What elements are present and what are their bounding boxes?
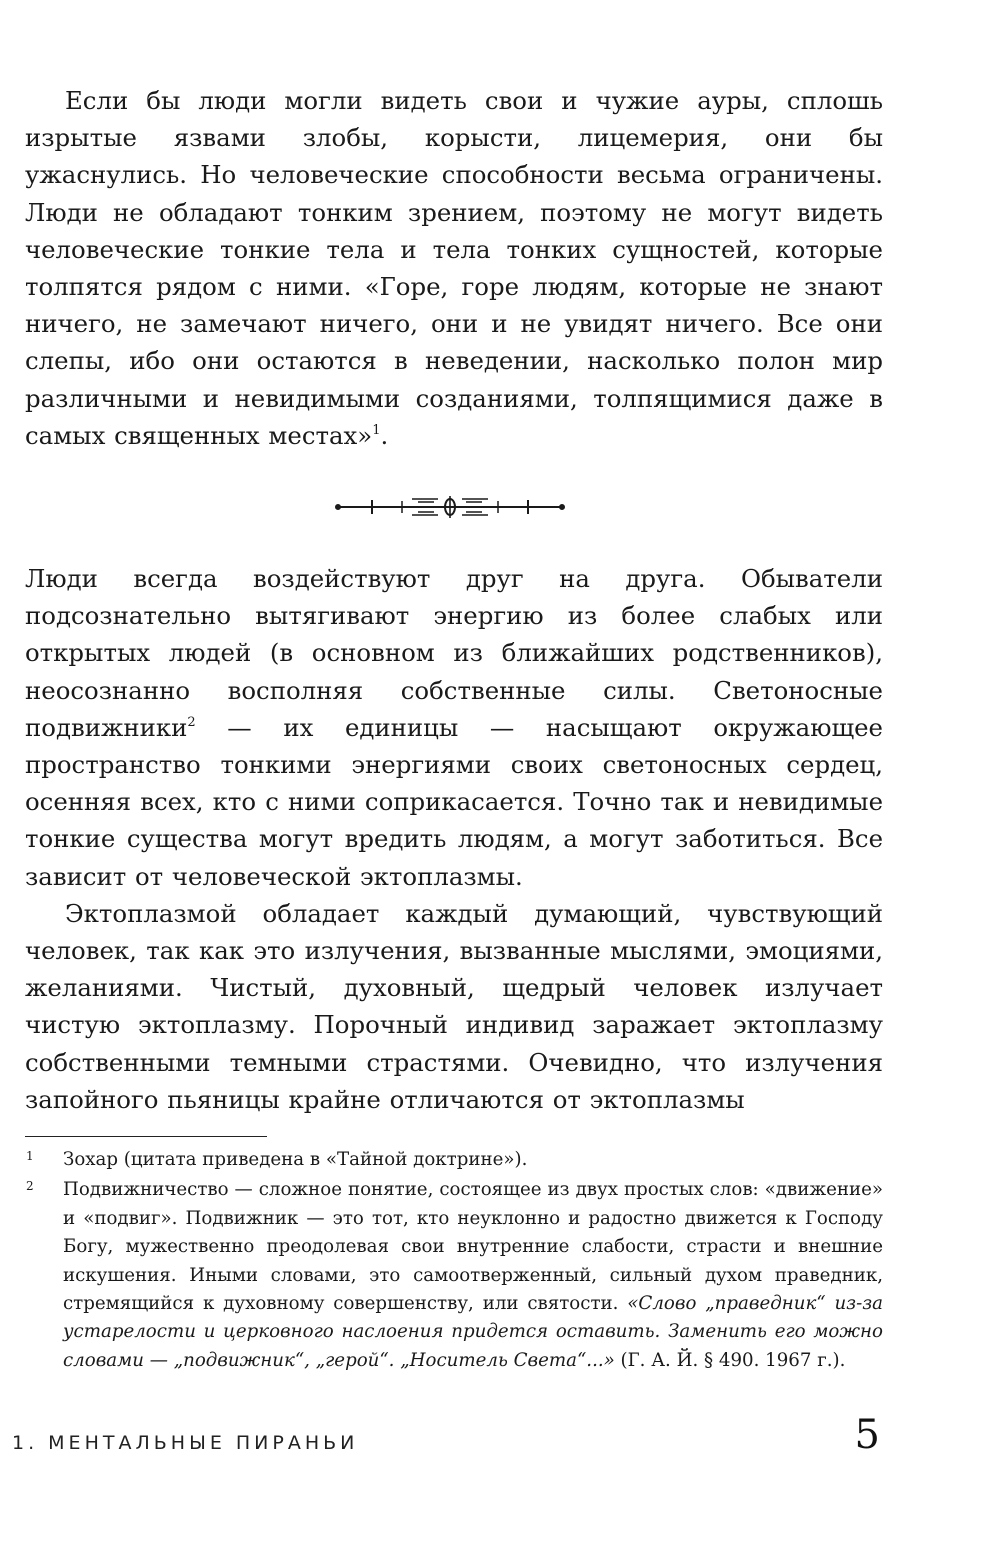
paragraph: Если бы люди могли видеть свои и чужие ауры, сплошь изрытые язвами злобы, корысти, лицемерия, они бы ужаснулись. Но человеческие способности весьма ограничены. Люди не обладают тонким зрением, поэтому не могут видеть человеческие тонкие тела и тела тонких сущностей, которые толпятся рядом с ними. «Горе, горе людям, которые не знают ничего, не замечают ничего, они и не увидят ничего. Все они слепы, ибо они остаются в неведении, насколько полон мир различными и невидимыми созданиями, толпящимися даже в самых священных местах»$^1$.: [25, 86, 883, 450]
running-head: 1. МЕНТАЛЬНЫЕ ПИРАНЬИ: [12, 1432, 359, 1454]
text-block-main: [25, 560, 883, 1118]
footnote-2: [25, 1176, 883, 1375]
footnote-number: 2: [26, 1179, 34, 1194]
paragraph: Эктоплазмой обладает каждый думающий, чувствующий человек, так как это излучения, вызванные мыслями, эмоциями, желаниями. Чистый, духовный, щедрый человек излучает чистую эктоплазму. Порочный индивид заражает эктоплазму собственными темными страстями. Очевидно, что излучения запойного пьяницы крайне отличаются от эктоплазмы: [25, 898, 883, 1114]
footnote-ref-1[interactable]: 1: [372, 422, 381, 438]
text-block-top: [25, 82, 883, 454]
footnote-text: Подвижничество — сложное понятие, состоящее из двух простых слов: «движение» и «подвиг». Подвижник — это тот, кто неуклонно и радостно движется к Господу Богу, мужественно преодолевая свои внутренние слабости, страсти и внешние искушения. Иными словами, это самоотверженный, сильный духом праведник, стремящийся к духовному совершенству, или святости.: [63, 1179, 883, 1315]
footnote-divider: [25, 1136, 267, 1137]
page-number: 5: [854, 1412, 880, 1458]
footnote-source: (Г. А. Й. § 490. 1967 г.).: [614, 1349, 846, 1371]
footnote-quote: «Слово „праведник“ из-за устарелости и церковного наслоения придется оставить. Заменить его можно словами — „подвижник“, „герой“. „Носитель Света“...»: [63, 1293, 883, 1371]
footnote-text: Зохар (цитата приведена в «Тайной доктрине»).: [63, 1149, 528, 1170]
section-divider-ornament: [330, 494, 570, 520]
footnote-number: 1: [26, 1149, 34, 1163]
footnotes: [25, 1146, 883, 1375]
footnote-ref-2[interactable]: 2: [187, 714, 196, 730]
footnote-1: [25, 1146, 883, 1174]
paragraph: Люди всегда воздействуют друг на друга. Обыватели подсознательно вытягивают энергию из более слабых или открытых людей (в основном из ближайших родственников), неосознанно восполняя собственные силы. Светоносные подвижники$^2$ — их единицы — насыщают окружающее пространство тонкими энергиями своих светоносных сердец, осенняя всех, кто с ними соприкасается. Точно так и невидимые тонкие существа могут вредить людям, а могут заботиться. Все зависит от человеческой эктоплазмы.: [25, 564, 883, 891]
